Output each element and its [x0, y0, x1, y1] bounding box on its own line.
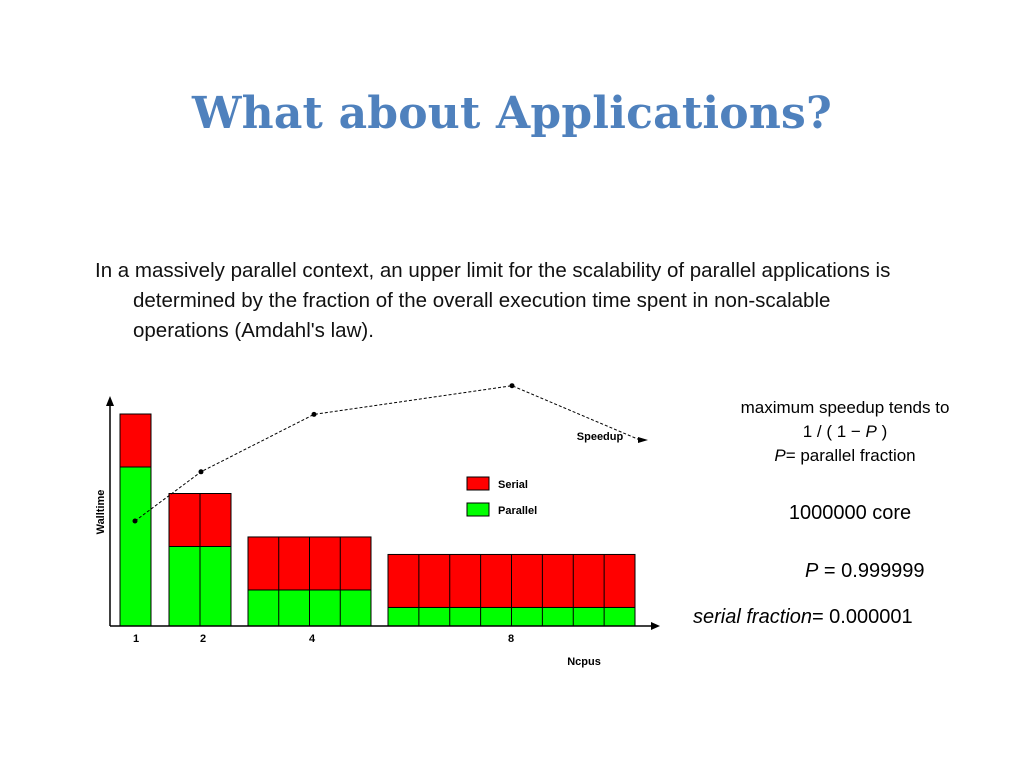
x-axis-arrow-icon	[651, 622, 660, 630]
speedup-note-line3	[700, 444, 990, 468]
p-value-var: P	[805, 560, 819, 582]
legend-label-parallel: Parallel	[498, 505, 538, 517]
bars-group	[120, 414, 635, 626]
parallel-def: = parallel fraction	[785, 446, 916, 465]
serial-fraction-value: = 0.000001	[811, 606, 913, 628]
serial-fraction	[693, 606, 913, 629]
x-tick-2: 2	[199, 633, 207, 645]
bar-parallel-1	[120, 467, 151, 626]
x-axis-label: Ncpus	[567, 656, 601, 668]
speedup-point-2	[199, 469, 204, 474]
formula-var: P	[865, 422, 877, 441]
speedup-note-line1: maximum speedup tends to	[740, 398, 950, 417]
serial-fraction-label: serial fraction	[693, 606, 812, 628]
speedup-note	[700, 396, 990, 468]
slide-body-text: In a massively parallel context, an upper limit for the scalability of parallel applications is determined by the fraction of the overall execution time spent in non-scalable operations (Amdahl's law).	[95, 259, 891, 342]
x-tick-1: 1	[132, 633, 140, 645]
bar-serial-1	[120, 414, 151, 467]
speedup-arrow-icon	[638, 437, 648, 443]
p-value-number: = 0.999999	[818, 560, 925, 582]
formula-suffix: )	[876, 422, 888, 441]
legend	[467, 477, 537, 517]
speedup-point-1	[133, 519, 138, 524]
speedup-point-8	[510, 383, 515, 388]
x-tick-8: 8	[507, 633, 515, 645]
x-tick-4: 4	[308, 633, 316, 645]
p-value	[805, 560, 925, 583]
parallel-var: P	[774, 446, 786, 465]
speedup-label: Speedup	[576, 431, 624, 443]
core-count: 1000000 core	[788, 502, 912, 524]
x-tick-labels	[133, 633, 514, 645]
legend-label-serial: Serial	[498, 479, 528, 491]
speedup-note-line2	[700, 420, 990, 444]
legend-swatch-parallel	[467, 503, 489, 516]
formula-prefix: 1 / ( 1 −	[802, 422, 866, 441]
legend-swatch-serial	[467, 477, 489, 490]
speedup-point-4	[312, 412, 317, 417]
slide-title: What about Applications?	[192, 88, 832, 139]
y-axis-arrow-icon	[106, 396, 114, 406]
y-axis-label: Walltime	[95, 489, 107, 535]
